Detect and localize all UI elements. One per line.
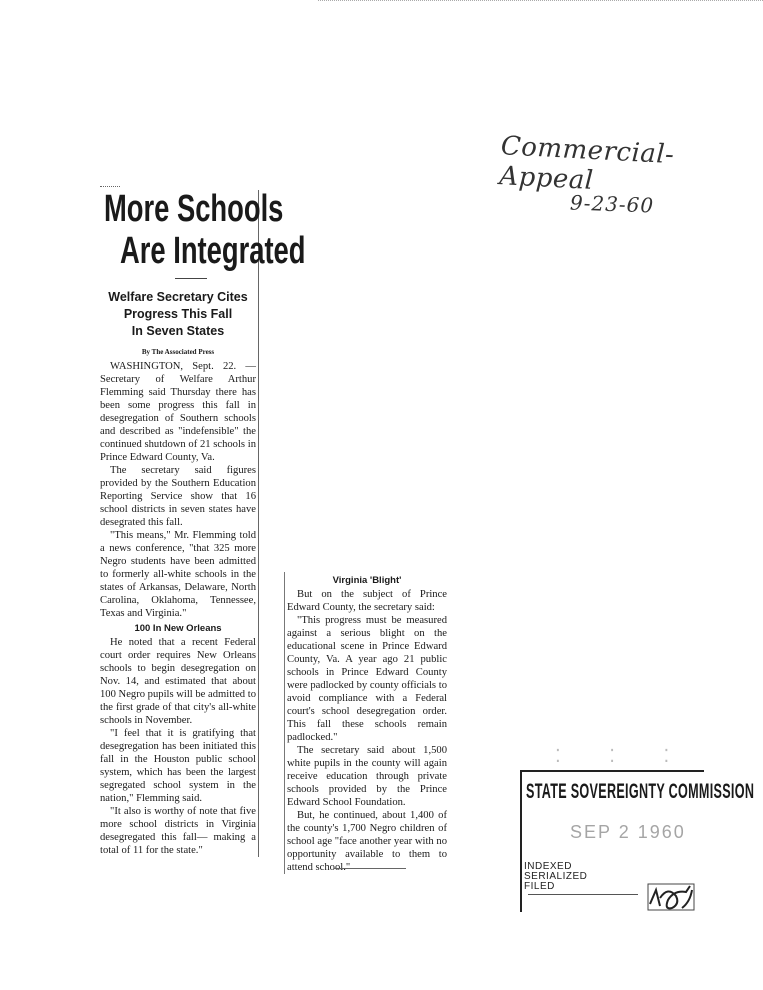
subhead-line: In Seven States <box>131 324 225 338</box>
article-paragraph: "I feel that it is gratifying that desegregation has been initiated this fall in the Houston public school system, which has been the largest segregated school system in the nation," Flemming said. <box>100 728 256 804</box>
faint-stamp-marks: ⁚ ⁚ ⁚ <box>555 746 692 766</box>
clipping-top-edge <box>100 186 120 187</box>
article-paragraph: The secretary said figures provided by the Southern Education Reporting Service show that 16 school districts in seven states have desegrated this fall. <box>100 465 256 528</box>
headline-line-2: Are Integrated <box>120 230 306 272</box>
article-paragraph: "It also is worthy of note that five more school districts in Virginia desegregated this fall— making a total of 11 for the state." <box>100 806 256 856</box>
crosshead-virginia-blight: Virginia 'Blight' <box>332 575 402 586</box>
sovereignty-commission-stamp <box>520 770 755 910</box>
handwritten-date-note: 9-23-60 <box>569 190 655 218</box>
byline: By The Associated Press <box>141 348 215 356</box>
article-paragraph: "This progress must be measured against a serious blight on the educational scene in Prince Edward County, Va. A year ago 21 public schools in Prince Edward County were padlocked by county officials to avoid compliance with a Federal court's school desegregation order. This fall these schools remain padlocked." <box>287 615 447 743</box>
headline-rule <box>175 278 207 279</box>
headline-line-1: More Schools <box>104 188 284 230</box>
article-column-1 <box>100 188 306 857</box>
handwritten-initials <box>646 882 696 912</box>
subhead-line: Progress This Fall <box>123 307 233 321</box>
stamp-signature-line <box>528 894 638 895</box>
article-paragraph: He noted that a recent Federal court order requires New Orleans schools to begin desegregation on Nov. 14, and estimated that about 100 Negro pupils will be admitted to the first grade of that city's all-white schools in November. <box>100 637 256 726</box>
article-paragraph: The secretary said about 1,500 white pupils in the county will again receive education through private schools provided by the Prince Edward School Foundation. <box>287 745 447 808</box>
stamp-label-filed: FILED <box>524 881 555 892</box>
handwritten-source-note: Commercial-Appeal <box>498 131 676 197</box>
subhead-line: Welfare Secretary Cites <box>108 290 248 304</box>
article-paragraph: WASHINGTON, Sept. 22. — Secretary of Welfare Arthur Flemming said Thursday there has been some progress this fall in desegregation of Southern schools and described as "indefensible" the continued shutdown of 21 schools in Prince Edward County, Va. <box>100 361 256 463</box>
crosshead-new-orleans: 100 In New Orleans <box>134 623 222 634</box>
stamp-label-indexed: INDEXED <box>524 861 572 872</box>
top-edge-dots <box>318 0 763 3</box>
stamp-label-serialized: SERIALIZED <box>524 871 588 882</box>
article-paragraph: But on the subject of Prince Edward County, the secretary said: <box>287 589 447 613</box>
stamp-date: SEP 2 1960 <box>570 822 686 842</box>
article-column-2 <box>284 572 447 874</box>
article-paragraph: But, he continued, about 1,400 of the county's 1,700 Negro children of school age "face another year with no opportunity available to them to attend school." <box>287 810 447 873</box>
stamp-title: STATE SOVEREIGNTY COMMISSION <box>526 780 755 803</box>
subhead <box>100 289 256 340</box>
article-paragraph: "This means," Mr. Flemming told a news conference, "that 325 more Negro students have been admitted to formerly all-white schools in the states of Arkansas, Delaware, North Carolina, Oklahoma, Tennessee, Texas and Virginia." <box>100 530 256 619</box>
column-end-rule <box>334 868 406 869</box>
